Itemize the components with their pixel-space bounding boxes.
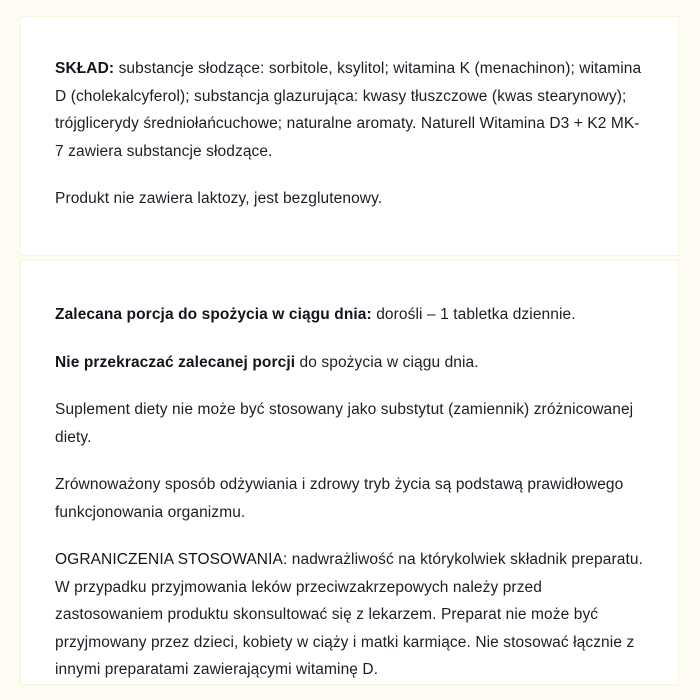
sklad-section bbox=[20, 16, 679, 256]
restrictions-label: OGRANICZENIA STOSOWANIA: bbox=[55, 551, 288, 568]
recommended-portion-label: Zalecana porcja do spożycia w ciągu dnia: bbox=[55, 306, 372, 323]
balanced-lifestyle-body: Zrównoważony sposób odżywiania i zdrowy tryb życia są podstawą prawidłowego funkcjonowania organizmu. bbox=[55, 476, 624, 521]
sklad-label: SKŁAD: bbox=[55, 60, 115, 77]
restrictions-paragraph bbox=[55, 546, 644, 684]
lactose-gluten-paragraph bbox=[55, 185, 644, 213]
not-substitute-body: Suplement diety nie może być stosowany jako substytut (zamiennik) zróżnicowanej diety. bbox=[55, 401, 634, 446]
do-not-exceed-paragraph bbox=[55, 349, 644, 377]
lactose-gluten-body: Produkt nie zawiera laktozy, jest bezglutenowy. bbox=[55, 190, 383, 207]
stosowanie-section bbox=[20, 260, 679, 685]
balanced-lifestyle-paragraph bbox=[55, 471, 644, 526]
recommended-portion-body: dorośli – 1 tabletka dziennie. bbox=[371, 306, 576, 323]
do-not-exceed-label: Nie przekraczać zalecanej porcji bbox=[55, 353, 296, 371]
sklad-body: substancje słodzące: sorbitole, ksylitol; witamina K (menachinon); witamina D (cholekalcyferol); substancja glazurująca: kwasy tłuszczowe (kwas stearynowy); trójglicerydy średniołańcuchowe; naturalne aromaty. Naturell Witamina D3 + K2 MK-7 zawiera substancje słodzące. bbox=[55, 60, 642, 160]
sklad-paragraph bbox=[55, 55, 644, 165]
not-substitute-paragraph bbox=[55, 396, 644, 451]
recommended-portion-paragraph bbox=[55, 301, 644, 329]
restrictions-body: nadwrażliwość na którykolwiek składnik preparatu. W przypadku przyjmowania leków przeciwzakrzepowych należy przed zastosowaniem produktu skonsultować się z lekarzem. Preparat nie może być przyjmowany przez dzieci, kobiety w ciąży i matki karmiące. Nie stosować łącznie z innymi preparatami zawierającymi witaminę D. bbox=[55, 551, 643, 678]
do-not-exceed-body: do spożycia w ciągu dnia. bbox=[295, 353, 479, 371]
